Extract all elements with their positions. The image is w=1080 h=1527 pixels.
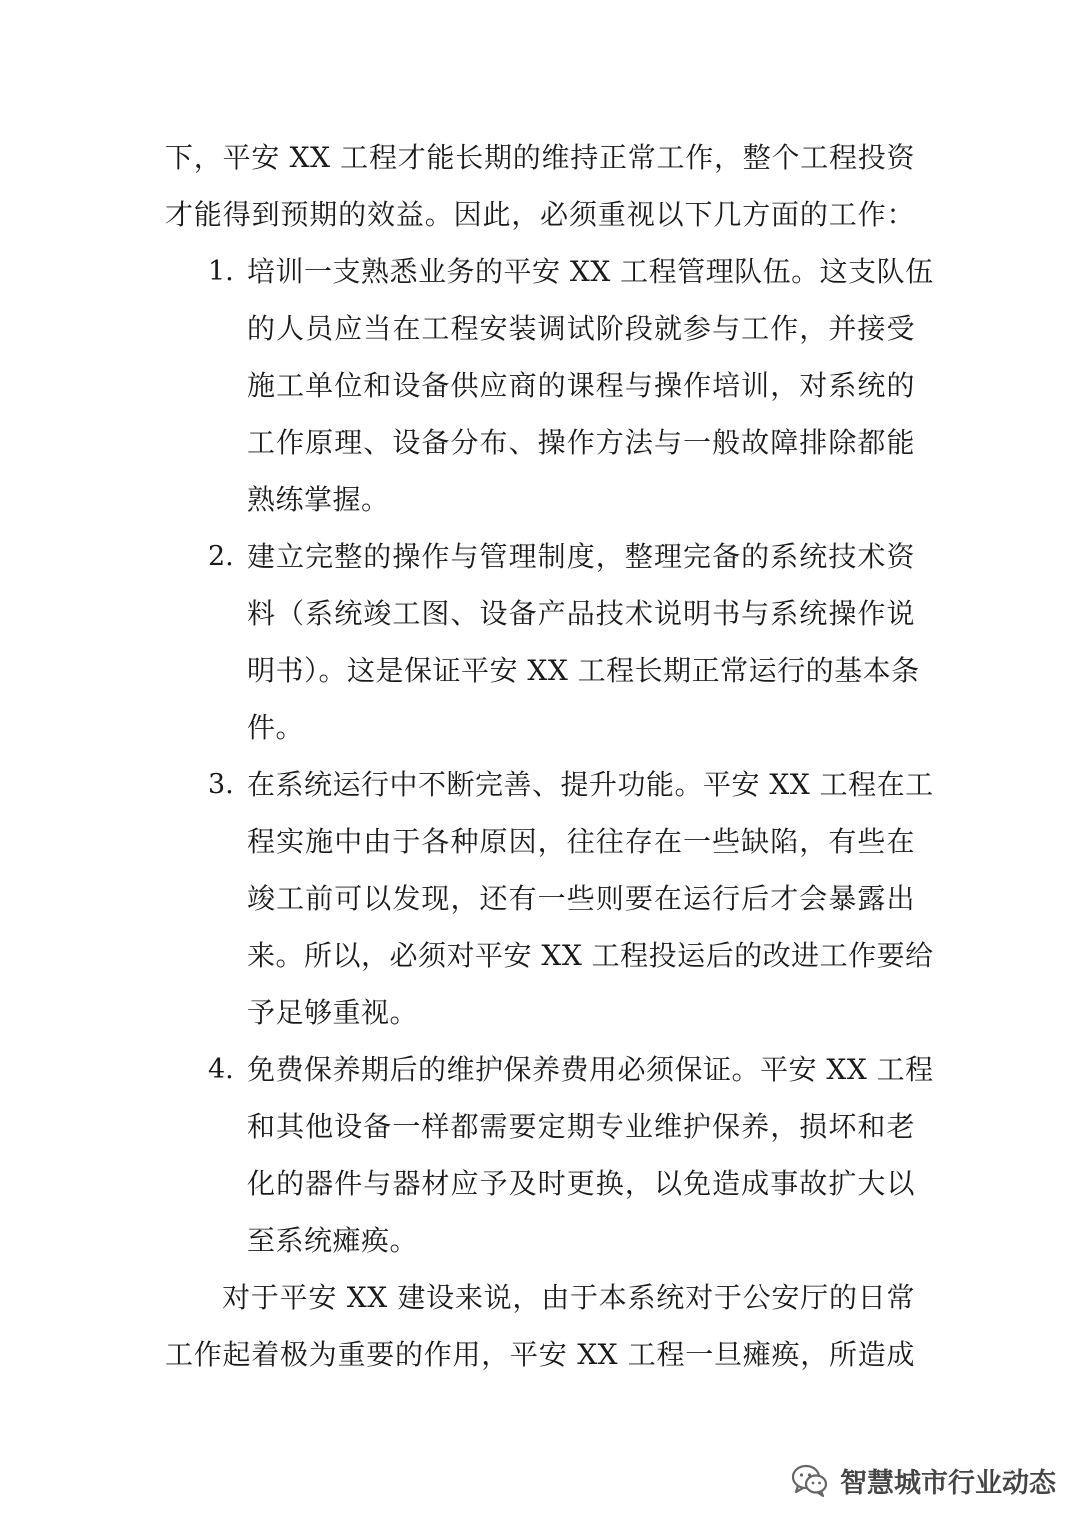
list-item-line: 的人员应当在工程安装调试阶段就参与工作，并接受 — [247, 312, 915, 345]
list-item-line: 程实施中由于各种原因，往往存在一些缺陷，有些在 — [247, 825, 915, 858]
list-item-number: 2. — [208, 541, 234, 572]
list-item-line: 施工单位和设备供应商的课程与操作培训，对系统的 — [247, 369, 915, 402]
intro-line: 才能得到预期的效益。因此，必须重视以下几方面的工作： — [165, 198, 915, 231]
list-item-line: 料（系统竣工图、设备产品技术说明书与系统操作说 — [247, 597, 915, 630]
intro-line: 下，平安 XX 工程才能长期的维持正常工作，整个工程投资 — [165, 141, 915, 174]
list-item-line: 件。 — [247, 711, 305, 744]
list-item-number: 3. — [208, 769, 234, 800]
list-item-line: 来。所以，必须对平安 XX 工程投运后的改进工作要给 — [247, 939, 934, 972]
list-item-line: 工作原理、设备分布、操作方法与一般故障排除都能 — [247, 426, 915, 459]
list-item-line: 熟练掌握。 — [247, 483, 390, 516]
closing-line: 工作起着极为重要的作用，平安 XX 工程一旦瘫痪，所造成 — [165, 1338, 915, 1371]
list-item-line: 竣工前可以发现，还有一些则要在运行后才会暴露出 — [247, 882, 915, 915]
list-item-line: 明书）。这是保证平安 XX 工程长期正常运行的基本条 — [247, 654, 920, 687]
wechat-icon — [790, 1460, 830, 1500]
list-item-line: 培训一支熟悉业务的平安 XX 工程管理队伍。这支队伍 — [247, 255, 934, 288]
list-item-line: 至系统瘫痪。 — [247, 1224, 419, 1257]
list-item-line: 在系统运行中不断完善、提升功能。平安 XX 工程在工 — [247, 768, 934, 801]
list-item-line: 和其他设备一样都需要定期专业维护保养，损坏和老 — [247, 1110, 915, 1143]
list-item-number: 1. — [208, 256, 234, 287]
list-item-line: 予足够重视。 — [247, 996, 419, 1029]
closing-line: 对于平安 XX 建设来说，由于本系统对于公安厅的日常 — [222, 1281, 915, 1314]
list-item-line: 化的器件与器材应予及时更换，以免造成事故扩大以 — [247, 1167, 915, 1200]
list-item-line: 建立完整的操作与管理制度，整理完备的系统技术资 — [247, 540, 915, 573]
watermark-text: 智慧城市行业动态 — [840, 1467, 1056, 1499]
list-item-number: 4. — [208, 1054, 234, 1085]
list-item-line: 免费保养期后的维护保养费用必须保证。平安 XX 工程 — [247, 1053, 934, 1086]
watermark — [790, 1452, 1056, 1508]
